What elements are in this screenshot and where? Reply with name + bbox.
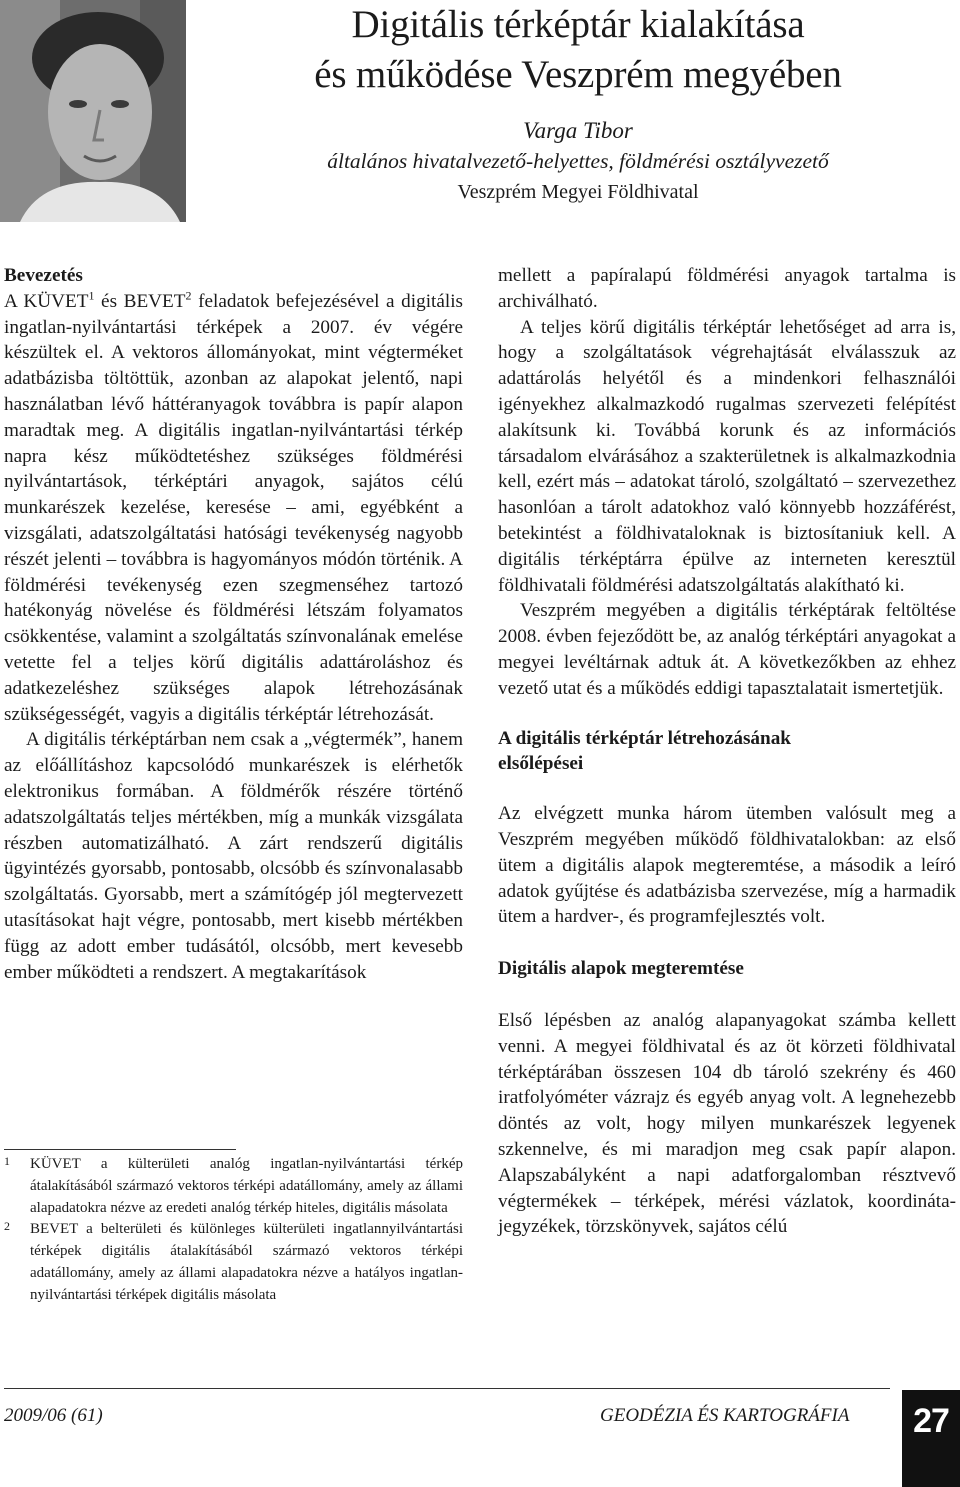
footnote-1 [4, 1154, 463, 1219]
author-role: általános hivatalvezető-helyettes, földmérési osztályvezető [327, 149, 829, 173]
footnote-text: KÜVET a külterületi analóg ingatlan-nyilvántartási térkép átalakításából származó vektoros térképi adatállomány, amely az állami alapadatokra nézve az eredeti analóg térkép hiteles, digitális másolata [30, 1156, 463, 1216]
intro-text-start: A KÜVET [4, 290, 89, 312]
body-paragraph: A teljes körű digitális térképtár lehetőséget ad arra is, hogy a szolgáltatások végrehajtását elválasszuk az adattárolás helyétől és a mindenkori felhasználói igényekhez alkalmazkodó rugalmas szervezeti felépítést alakítsunk ki. Továbbá korunk és az információs társadalom elvárásához a szakterületnek is alkalmazkodnia kell, ezért más – adatokat tároló, szolgáltató – szervezethez hasonlóan a tárolt adatokhoz való könnyebb hozzáférést, betekintést a földhivataloknak is biztosítaniuk kell. A digitális térképtárra épülve az interneten keresztül földhivatali földmérési adatszolgáltatás alakítható ki. [498, 316, 956, 596]
footnote-2 [4, 1219, 463, 1306]
section-heading-introduction: Bevezetés [4, 265, 83, 286]
issue-number: 2009/06 (61) [4, 1405, 103, 1426]
body-paragraph: Veszprém megyében a digitális térképtárak feltöltése 2008. évben fejeződött be, az analóg térképtári anyagokat a megyei levéltárnak adtuk át. A következőkben az ehhez vezető utat és a működés eddigi tapasztalatait ismertetjük. [498, 600, 956, 699]
footnote-divider [4, 1149, 236, 1150]
body-paragraph-continued: mellett a papíralapú földmérési anyagok tartalma is archiválható. [498, 265, 956, 312]
body-paragraph: Az elvégzett munka három ütemben valósult meg a Veszprém megyében működő földhivatalokban: az első ütem a digitális alapok megteremtése, a második a leíró adatok gyűjtése és adatbázisba szervezése, míg a harmadik ütem a hardver-, és programfejlesztés volt. [498, 803, 956, 928]
footnote-number: 1 [4, 1154, 10, 1168]
right-column [498, 263, 956, 1240]
author-photo [0, 0, 186, 222]
intro-paragraph-2: A digitális térképtárban nem csak a „végtermék”, hanem az előállításhoz kapcsolódó munkarészek is elérhetők elektronikus formában. A földmérők részére történő adatszolgáltatás teljes mértékben, míg a munkák vizsgálata részben automatizálható. A zárt rendszerű digitális ügyintézés gyorsabb, pontosabb, olcsóbb és színvonalasabb szolgáltatás. Gyorsabb, mert a számítógép jól megtervezett utasításokat hajt végre, pontosabb, mert kisebb mértékben függ az adott ember tudásától, olcsóbb, mert kevesebb ember működteti a rendszert. A megtakarítások [4, 729, 463, 983]
footnote-number: 2 [4, 1219, 10, 1234]
section-heading-first-steps: A digitális térképtár létrehozásának elsőlépései [498, 727, 791, 775]
intro-paragraph-1 [4, 289, 463, 728]
footnote-ref-2[interactable]: 2 [185, 288, 192, 303]
article-title-line-1: Digitális térképtár kialakítása [351, 3, 805, 46]
intro-text-and: és BEVET [94, 290, 186, 312]
left-column [4, 263, 463, 985]
body-paragraph: Első lépésben az analóg alapanyagokat számba kellett venni. A megyei földhivatal és az öt körzeti földhivatal térképtárában összesen 104 db tároló szekrény és 460 iratfolyóméter vázrajz és egyéb anyag volt. A legnehezebb döntés az volt, hogy milyen munkarészek legyenek szkennelve, és mi maradjon meg csak papír alapon. Alapszabályként a napi adatforgalomban résztvevő végtermékek – térképek, mérési vázlatok, koordináta-jegyzékek, törzskönyvek, sajátos célú [498, 1009, 956, 1238]
journal-name: GEODÉZIA ÉS KARTOGRÁFIA [600, 1405, 850, 1426]
author-name: Varga Tibor [523, 118, 633, 143]
footnote-text: BEVET a belterületi és különleges külterületi ingatlannyilvántartási térképek digitális átalakításából származó vektoros térképi adatállomány, amely az állami alapadatokra nézve a hatályos ingatlan-nyilvántartási térképek digitális másolata [30, 1221, 463, 1303]
author-organization: Veszprém Megyei Földhivatal [457, 181, 699, 203]
section-heading-digital-foundations: Digitális alapok megteremtése [498, 958, 744, 980]
footnotes [4, 1154, 463, 1307]
intro-text-rest: feladatok befejezésével a digitális ingatlan-nyilvántartási térképek a 2007. év végére készültek el. A vektoros állományokat, mint végterméket adatbázisba töltöttük, azonban az alapokat jelentő, napi használatban lévő háttéranyagok továbbra is papír alapon maradtak meg. A digitális ingatlan-nyilvántartási térkép napra kész működtetéshez szükséges földmérési nyilvántartások, térképtári anyagok, sajátos célú munkarészek kezelése, keresése – ami, egyébként a vizsgálati, adatszolgáltatási hatósági tevékenység nagyobb részét jelenti – továbbra is hagyományos módón történik. A földmérési tevékenység ezen szegmenséhez tartozó hatékonyág növelése és földmérési létszám folyamatos csökkentése, valamint a szolgáltatás színvonalának emelése vetette fel a teljes körű digitális adattároláshoz és adatkezeléshez szükséges alapok létrehozásának szükségességét, vagyis a digitális térképtár létrehozását. [4, 290, 464, 725]
footer-divider [4, 1388, 890, 1389]
page-number: 27 [913, 1402, 949, 1440]
article-title-line-2: és működése Veszprém megyében [314, 53, 842, 96]
footnote-ref-1[interactable]: 1 [88, 288, 95, 303]
